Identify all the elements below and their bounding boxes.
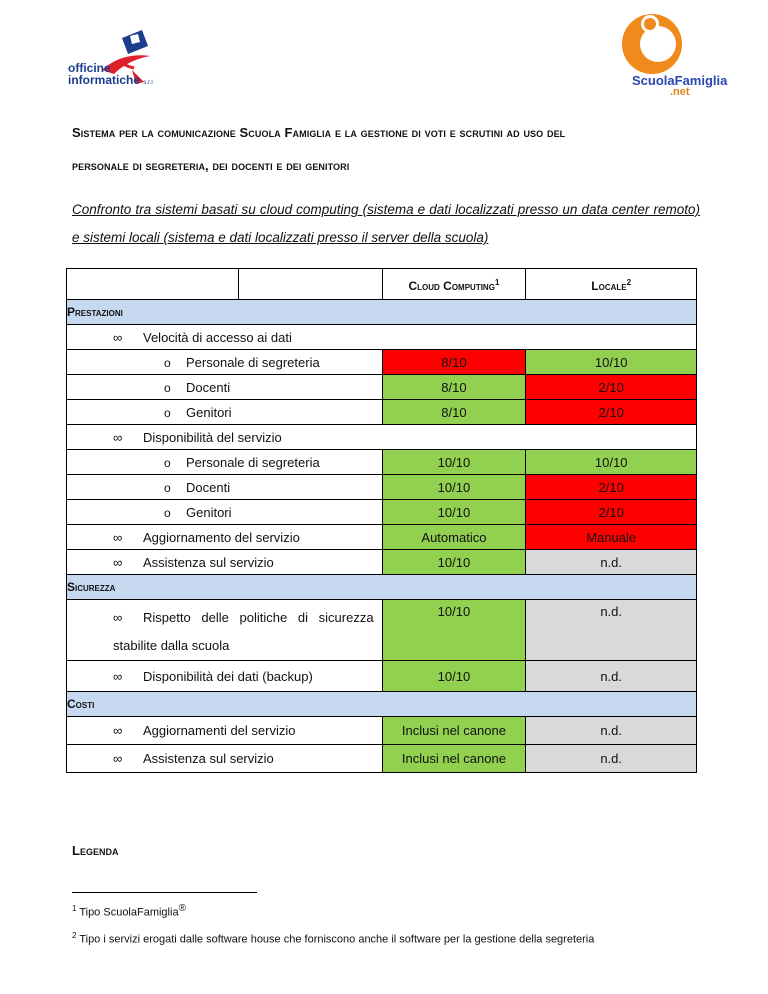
right-logo-text: ScuolaFamiglia .net <box>632 73 728 98</box>
circle-bullet-icon: o <box>164 405 171 420</box>
table-row: ∞ Aggiornamenti del servizio Inclusi nel canone n.d. <box>67 717 697 745</box>
table-row: o Genitori 10/10 2/10 <box>67 500 697 525</box>
circle-bullet-icon: o <box>164 455 171 470</box>
table-row: ∞ Assistenza sul servizio 10/10 n.d. <box>67 550 697 575</box>
table-row: ∞ Rispetto delle politiche di sicurezza stabilite dalla scuola 10/10 n.d. <box>67 600 697 661</box>
table-row: o Personale di segreteria 8/10 10/10 <box>67 350 697 375</box>
bullet-icon: ∞ <box>113 554 123 570</box>
circle-bullet-icon: o <box>164 380 171 395</box>
section-costi: Costi <box>67 692 697 717</box>
column-header-cloud: Cloud Computing$^1$ <box>382 269 526 300</box>
table-row: ∞ Disponibilità dei dati (backup) 10/10 n.d. <box>67 661 697 692</box>
bullet-icon: ∞ <box>113 751 123 766</box>
table-row: o Genitori 8/10 2/10 <box>67 400 697 425</box>
left-logo-text: officine informatiche s.r.l <box>68 61 153 87</box>
bullet-icon: ∞ <box>113 723 123 738</box>
footnote-separator <box>72 892 257 893</box>
table-row: o Docenti 8/10 2/10 <box>67 375 697 400</box>
table-header-row <box>67 269 697 300</box>
bullet-icon: ∞ <box>113 329 123 345</box>
bullet-icon: ∞ <box>113 529 123 545</box>
bullet-icon: ∞ <box>113 610 123 625</box>
bullet-icon: ∞ <box>113 429 123 445</box>
table-row: o Personale di segreteria 10/10 10/10 <box>67 450 697 475</box>
table-row: ∞ Assistenza sul servizio Inclusi nel canone n.d. <box>67 745 697 773</box>
legend-heading: Legenda <box>72 843 119 858</box>
comparison-table <box>66 268 697 773</box>
footnote-2: $^2$ Tipo i servizi erogati dalle software house che forniscono anche il software per la gestione della segreteria <box>72 931 595 946</box>
circle-bullet-icon: o <box>164 355 171 370</box>
table-row: o Docenti 10/10 2/10 <box>67 475 697 500</box>
table-row: ∞ Disponibilità del servizio <box>67 425 697 450</box>
section-prestazioni: Prestazioni <box>67 300 697 325</box>
circle-bullet-icon: o <box>164 505 171 520</box>
document-title: Sistema per la comunicazione Scuola Famiglia e la gestione di voti e scrutini ad uso del personale di segreteria, dei docenti e dei genitori <box>72 125 566 173</box>
circle-bullet-icon: o <box>164 480 171 495</box>
section-sicurezza: Sicurezza <box>67 575 697 600</box>
table-row: ∞ Aggiornamento del servizio Automatico Manuale <box>67 525 697 550</box>
bullet-icon: ∞ <box>113 668 123 684</box>
table-row: ∞ Velocità di accesso ai dati <box>67 325 697 350</box>
document-subtitle: Confronto tra sistemi basati su cloud computing (sistema e dati localizzati presso un data center remoto) e sistemi locali (sistema e dati localizzati presso il server della scuola) <box>72 202 700 245</box>
column-header-local: Locale$^2$ <box>526 269 697 300</box>
footnote-1: $^1$ Tipo ScuolaFamiglia® <box>72 903 186 919</box>
